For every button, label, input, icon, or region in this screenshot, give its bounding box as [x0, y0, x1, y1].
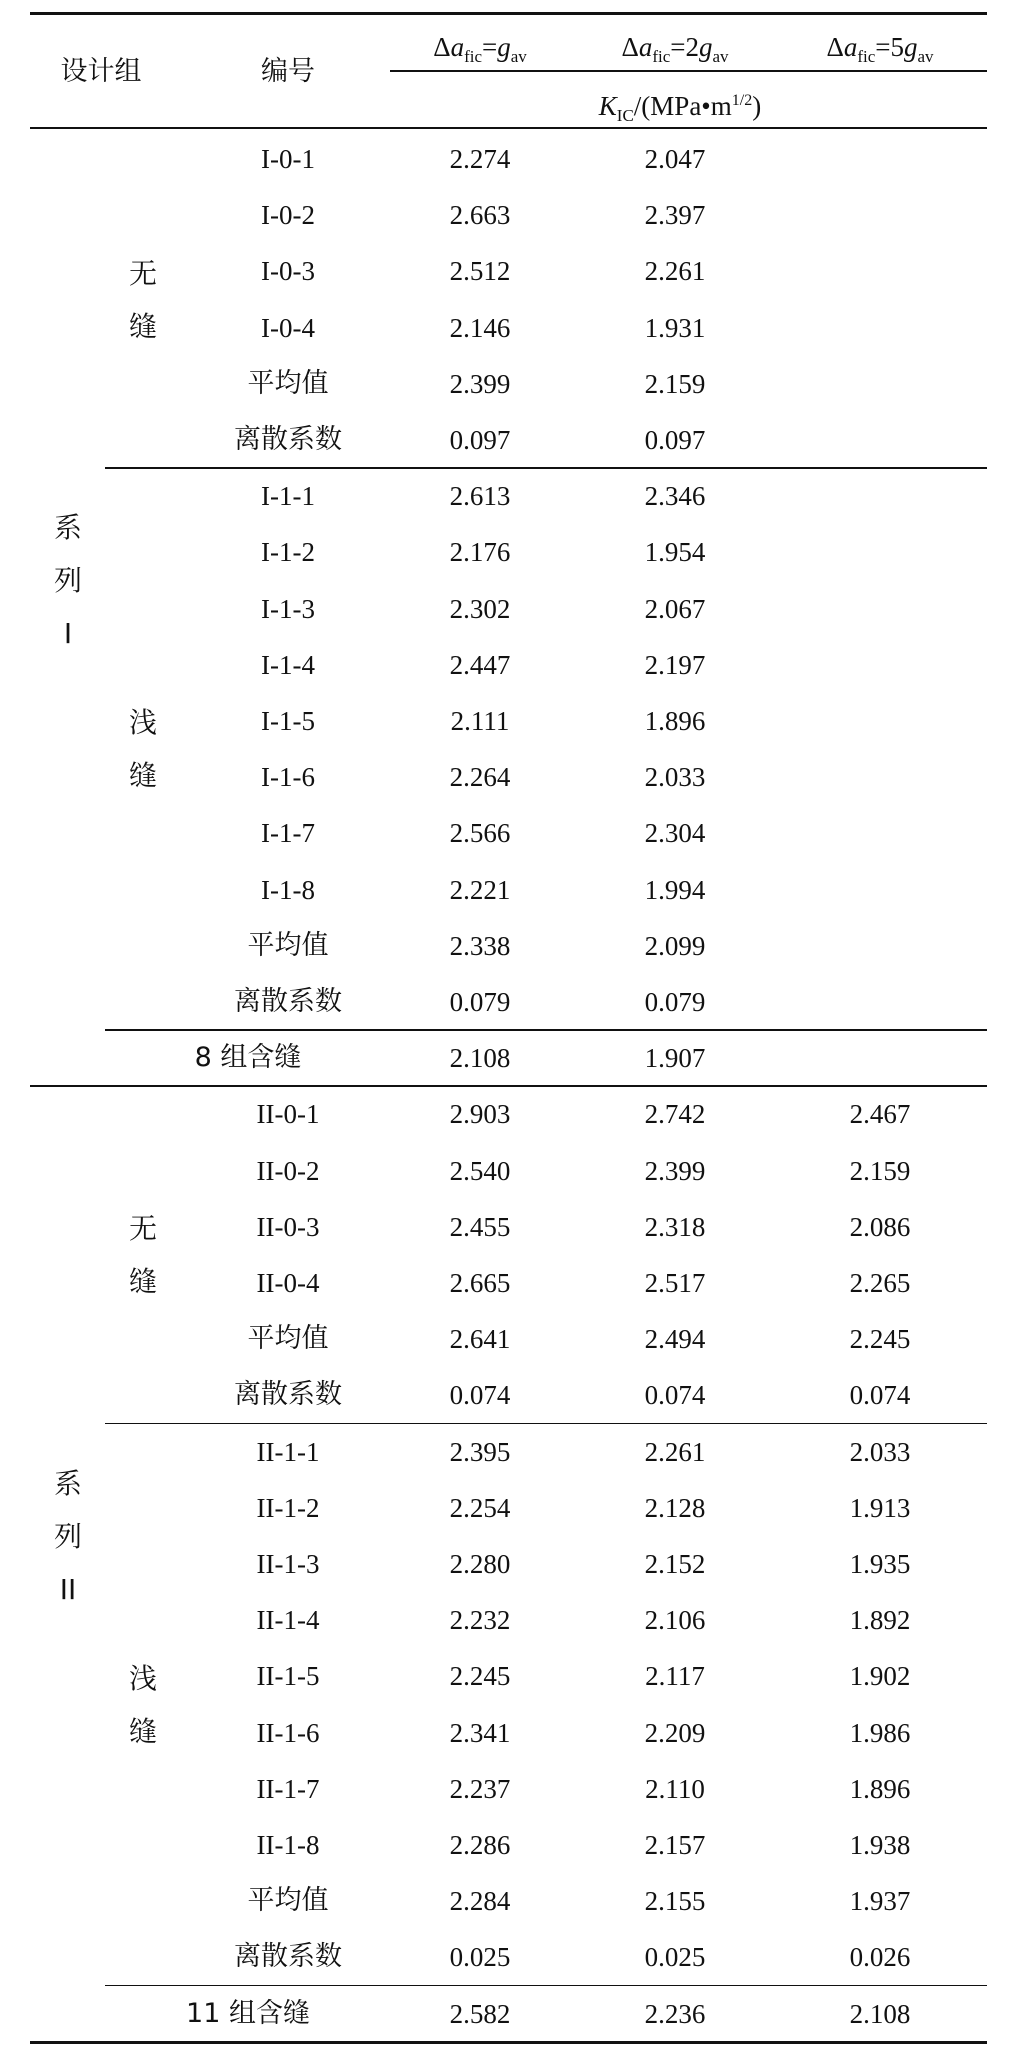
- table-cell: 2.033: [644, 762, 706, 793]
- table-cell: 2.517: [644, 1268, 706, 1298]
- table-cell: I-1-3: [261, 593, 315, 624]
- table-cell: 2.261: [644, 256, 706, 287]
- table-cell: 0.025: [449, 1942, 511, 1973]
- header-unit: $K_{IC}/(MPa•m^{1/2})$: [598, 91, 762, 125]
- table-cell: 2.159: [849, 1155, 911, 1186]
- table-cell: 1.913: [849, 1492, 911, 1523]
- summary-cell: 11 组含缝: [186, 1997, 310, 2029]
- subgroup-label-char: 浅: [128, 1661, 157, 1695]
- subgroup-label-char: 无: [128, 256, 157, 290]
- table-cell: I-0-1: [261, 144, 315, 174]
- table-cell: 平均值: [247, 929, 329, 961]
- header-col-2: $\Delta a_{fic}=2g_{av}$: [621, 32, 729, 66]
- table-cell: 1.994: [644, 874, 706, 905]
- subgroup-label: [123, 1652, 163, 1758]
- header-specimen-id: 编号: [261, 56, 315, 87]
- table-cell: 2.232: [449, 1605, 511, 1636]
- table-cell: II-1-3: [256, 1549, 320, 1579]
- table-cell: 平均值: [247, 1323, 329, 1355]
- table-cell: 0.097: [644, 425, 706, 455]
- table-cell: I-1-4: [261, 649, 315, 680]
- header-mid-rule: [390, 70, 987, 72]
- table-cell: 2.111: [450, 706, 510, 736]
- table-cell: I-0-4: [261, 312, 315, 343]
- series-label-char: I: [63, 617, 73, 651]
- table-cell: 1.938: [849, 1830, 911, 1860]
- table-cell: 2.117: [645, 1661, 705, 1692]
- subgroup-rule: [105, 1029, 987, 1031]
- table-cell: 离散系数: [234, 1941, 342, 1973]
- table-cell: 2.302: [449, 593, 511, 624]
- top-rule: [30, 12, 987, 15]
- table-cell: I-1-1: [261, 481, 315, 512]
- subgroup-label: [123, 696, 163, 802]
- series-label-char: 列: [53, 1519, 82, 1553]
- table-cell: 2.566: [449, 818, 511, 849]
- table-cell: 2.304: [644, 818, 706, 849]
- table-cell: 2.540: [449, 1155, 511, 1186]
- subgroup-rule: [105, 467, 987, 469]
- table-cell: I-1-6: [261, 762, 315, 793]
- table-cell: 2.237: [449, 1773, 511, 1804]
- table-cell: 离散系数: [234, 986, 342, 1017]
- table-cell: 2.447: [449, 649, 511, 680]
- table-cell: 2.341: [449, 1717, 511, 1748]
- table-cell: 2.455: [449, 1211, 511, 1242]
- table-cell: 2.110: [645, 1773, 705, 1804]
- subgroup-label-char: 浅: [128, 706, 157, 740]
- table-cell: 2.157: [644, 1830, 706, 1860]
- subgroup-label-char: 无: [128, 1212, 157, 1245]
- table-cell: 2.663: [449, 200, 511, 231]
- table-cell: 1.935: [849, 1549, 911, 1579]
- summary-cell: 2.582: [449, 1998, 511, 2029]
- kic-table: [30, 0, 987, 2059]
- table-cell: 2.264: [449, 762, 511, 793]
- table-cell: 2.641: [449, 1324, 511, 1355]
- table-cell: 2.099: [644, 930, 706, 961]
- subgroup-label-char: 缝: [128, 1714, 157, 1748]
- table-cell: 2.397: [644, 200, 706, 231]
- table-cell: 离散系数: [234, 424, 342, 455]
- table-cell: 2.318: [644, 1211, 706, 1242]
- table-cell: 1.986: [849, 1717, 911, 1748]
- table-cell: 2.086: [849, 1211, 911, 1242]
- table-cell: 2.284: [449, 1886, 511, 1917]
- subgroup-label-char: 缝: [128, 309, 157, 343]
- table-cell: 2.274: [449, 144, 511, 174]
- table-cell: I-0-3: [261, 256, 315, 287]
- table-cell: 1.896: [644, 706, 706, 736]
- table-cell: I-0-2: [261, 200, 315, 231]
- table-cell: I-1-5: [261, 706, 315, 736]
- table-cell: 2.512: [449, 256, 511, 287]
- table-cell: II-0-2: [256, 1155, 320, 1186]
- series-rule: [30, 2041, 987, 2044]
- table-cell: II-1-6: [256, 1717, 320, 1748]
- table-cell: 0.074: [449, 1380, 511, 1411]
- table-cell: 平均值: [247, 367, 329, 399]
- table-cell: 0.026: [849, 1942, 911, 1973]
- table-cell: 2.146: [449, 312, 511, 343]
- table-cell: 1.896: [849, 1773, 911, 1804]
- series-label-char: 系: [53, 511, 82, 545]
- table-cell: 2.338: [449, 930, 511, 961]
- table-cell: 2.395: [449, 1436, 511, 1467]
- table-cell: 平均值: [247, 1885, 329, 1917]
- table-cell: 2.280: [449, 1549, 511, 1579]
- table-cell: 2.665: [449, 1268, 511, 1298]
- table-cell: 1.892: [849, 1605, 911, 1636]
- series-label-char: 系: [53, 1466, 82, 1500]
- header-bottom-rule: [30, 127, 987, 129]
- summary-cell: 2.108: [849, 1998, 911, 2029]
- table-cell: 2.742: [644, 1099, 706, 1130]
- table-cell: 离散系数: [234, 1379, 342, 1411]
- table-cell: 2.197: [644, 649, 706, 680]
- table-cell: 2.613: [449, 481, 511, 512]
- table-cell: 2.159: [644, 368, 706, 399]
- subgroup-label: [123, 247, 163, 353]
- table-cell: 2.067: [644, 593, 706, 624]
- header-design-group: 设计组: [60, 56, 142, 87]
- table-cell: 2.176: [449, 537, 511, 568]
- table-cell: II-1-4: [256, 1605, 320, 1636]
- table-cell: II-1-1: [256, 1436, 320, 1467]
- summary-cell: 2.108: [449, 1043, 511, 1074]
- table-cell: 2.106: [644, 1605, 706, 1636]
- table-cell: 0.079: [644, 987, 706, 1017]
- table-cell: 2.261: [644, 1436, 706, 1467]
- table-cell: II-1-8: [256, 1830, 320, 1860]
- table-cell: 1.937: [849, 1886, 911, 1917]
- table-cell: II-0-4: [256, 1268, 320, 1298]
- summary-cell: 8 组含缝: [194, 1042, 302, 1074]
- table-cell: 2.494: [644, 1324, 706, 1355]
- table-cell: 1.954: [644, 537, 706, 568]
- table-cell: II-0-3: [256, 1211, 320, 1242]
- series-label-char: II: [59, 1572, 77, 1606]
- table-cell: 0.079: [449, 987, 511, 1017]
- table-cell: 2.245: [449, 1661, 511, 1692]
- table-cell: 0.074: [849, 1380, 911, 1411]
- table-cell: 2.254: [449, 1492, 511, 1523]
- summary-cell: 2.236: [644, 1998, 706, 2029]
- subgroup-label-char: 缝: [128, 1265, 157, 1298]
- table-cell: 0.097: [449, 425, 511, 455]
- summary-cell: 1.907: [644, 1043, 706, 1074]
- table-cell: II-1-5: [256, 1661, 320, 1692]
- table-cell: 0.074: [644, 1380, 706, 1411]
- table-cell: II-1-2: [256, 1492, 320, 1523]
- table-cell: 2.209: [644, 1717, 706, 1748]
- table-cell: 2.245: [849, 1324, 911, 1355]
- table-cell: II-0-1: [256, 1099, 320, 1130]
- subgroup-rule: [105, 1985, 987, 1987]
- series-label: [48, 1457, 88, 1616]
- series-label: [48, 501, 88, 660]
- table-cell: 2.467: [849, 1099, 911, 1130]
- subgroup-label-char: 缝: [128, 759, 157, 793]
- table-cell: 2.152: [644, 1549, 706, 1579]
- table-cell: 2.399: [644, 1155, 706, 1186]
- table-cell: I-1-7: [261, 818, 315, 849]
- table-cell: 1.902: [849, 1661, 911, 1692]
- table-cell: 2.047: [644, 144, 706, 174]
- subgroup-rule: [105, 1423, 987, 1425]
- table-cell: 2.903: [449, 1099, 511, 1130]
- table-cell: 2.286: [449, 1830, 511, 1860]
- table-cell: I-1-8: [261, 874, 315, 905]
- table-cell: 2.155: [644, 1886, 706, 1917]
- table-cell: 1.931: [644, 312, 706, 343]
- table-cell: 2.399: [449, 368, 511, 399]
- series-rule: [30, 1085, 987, 1087]
- table-cell: 0.025: [644, 1942, 706, 1973]
- table-cell: 2.265: [849, 1268, 911, 1298]
- table-cell: II-1-7: [256, 1773, 320, 1804]
- table-cell: 2.033: [849, 1436, 911, 1467]
- table-cell: I-1-2: [261, 537, 315, 568]
- table-cell: 2.221: [449, 874, 511, 905]
- subgroup-label: [123, 1202, 163, 1308]
- header-col-1: $\Delta a_{fic}=g_{av}$: [433, 32, 527, 66]
- series-label-char: 列: [53, 564, 82, 598]
- table-cell: 2.346: [644, 481, 706, 512]
- table-cell: 2.128: [644, 1492, 706, 1523]
- header-col-3: $\Delta a_{fic}=5g_{av}$: [826, 32, 934, 66]
